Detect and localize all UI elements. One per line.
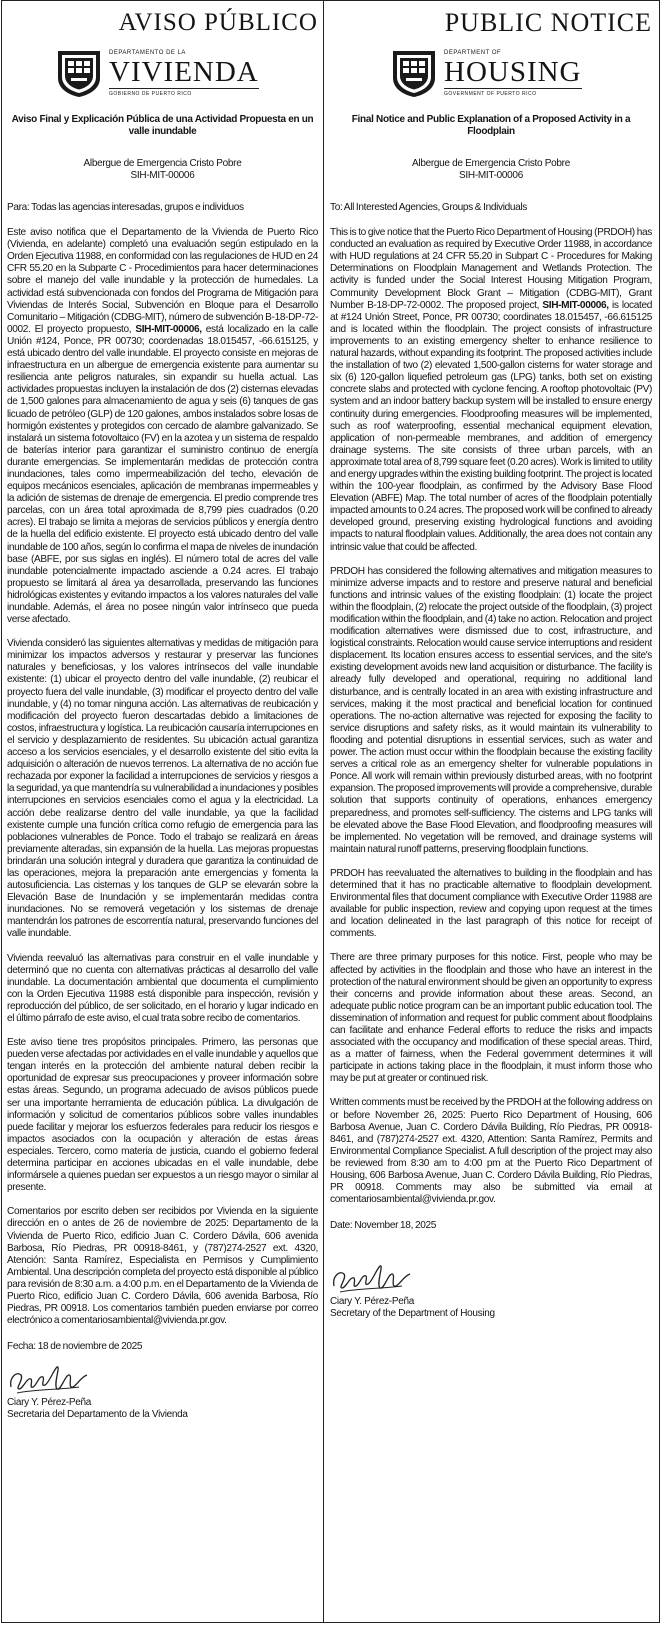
paragraph-evaluation: Este aviso notifica que el Departamento de la Vivienda de Puerto Rico (Vivienda, en adelante) completó una evaluación según estipulado en la Orden Ejecutiva 11988, en conformidad con las regulaciones de HUD en 24 CFR 55.20 en la Subparte C - Procedimientos para hacer determinaciones sobre el manejo del valle inundable y la protección de humedales. La actividad está subvencionada con fondos del Programa de Mitigación para Viviendas de Interés Social, Subvención en Bloque para el Desarrollo Comunitario – Mitigación (CDBG-MIT), número de subvención B-18-DP-72-0002. El proyecto propuesto, SIH-MIT-00006, está localizado en la calle Unión #124, Ponce, PR 00730; coordenadas 18.015457, -66.615125, y está ubicado dentro del valle inundable. El proyecto consiste en mejoras de infraestructura en un albergue de emergencia existente para aumentar su resiliencia ante peligros naturales, sin expandir su huella actual. Las actividades propuestas incluyen la instalación de dos (2) cisternas elevadas de 1,500 galones para almacenamiento de agua y seis (6) tanques de gas licuado de petróleo (GLP) de 120 galones, ambos instalados sobre losas de hormigón existentes y protegidos con cercado de alambre galvanizado. Se instalará un sistema fotovoltaico (FV) en la azotea y un sistema de respaldo de baterías interior para garantizar el suministro continuo de energía durante emergencias. Se implementarán medidas de protección contra inundaciones, tales como impermeabilización del techo, elevación de equipos mecánicos esenciales, aplicación de membranas impermeables y la adición de sistemas de drenaje de emergencia. El predio comprende tres parcelas, con un área total aproximada de 8,799 pies cuadrados (0.20 acres). El trabajo se limita a mejoras de servicios públicos y energía dentro de la huella del edificio existente. El proyecto está ubicado dentro del valle inundable de 100 años, según lo confirma el mapa de niveles de inundación base (ABFE, por sus siglas en inglés). El número total de acres del valle inundable potencialmente impactado asciende a 0.24 acres. El trabajo propuesto se limitará al área ya desarrollada, preservando las funciones hidrológicas existentes y evitando impactos a los valores naturales del valle inundable. Además, el área no posee ningún valor intrínseco que pueda verse afectado. — [7, 227, 318, 626]
signature-image — [330, 1262, 412, 1296]
agency-logo — [55, 44, 318, 102]
logo-rule — [444, 88, 582, 89]
project-block-english — [330, 158, 652, 182]
project-name: Albergue de Emergencia Cristo Pobre — [412, 158, 570, 169]
project-id: SIH-MIT-00006 — [130, 170, 195, 181]
paragraph-comments: Comentarios por escrito deben ser recibidos por Vivienda en la siguiente dirección en o antes de 26 de noviembre de 2025: Departamento de la Vivienda de Puerto Rico, edificio Juan C. Cordero Dávila, 606 avenida Barbosa, Río Piedras, PR 00918-8461, y (787)274-2527 ext. 4320, Atención: Santa Ramírez, Especialista en Permisos y Cumplimiento Ambiental. Una descripción completa del proyecto está disponible al público para revisión de 8:30 a.m. a 4:00 p.m. en el Departamento de la Vivienda de Puerto Rico, edificio Juan C. Cordero Dávila, 606 avenida Barbosa, Río Piedras, PR 00918. Los comentarios también pueden enviarse por correo electrónico a comentariosambiental@vivienda.pr.gov. — [7, 1206, 318, 1327]
agency-logo-english — [390, 44, 652, 102]
logo-main-text: VIVIENDA — [109, 55, 259, 88]
logo-bottom-text: GOBIERNO DE PUERTO RICO — [109, 90, 192, 97]
signature-image — [7, 1363, 89, 1397]
signer-name: Ciary Y. Pérez-Peña — [330, 1296, 414, 1308]
signer-title: Secretaria del Departamento de la Vivienda — [7, 1409, 188, 1421]
project-id: SIH-MIT-00006 — [459, 170, 523, 181]
paragraph-purposes-english: There are three primary purposes for this notice. First, people who may be affected by activities in the floodplain and those who have an interest in the protection of the natural environment should be given an opportunity to express their concerns and provide information about these areas. Second, an adequate public notice program can be an important public education tool. The dissemination of information and request for public comment about floodplains can facilitate and enhance Federal efforts to reduce the risks and impacts associated with the occupancy and modification of these special areas. Third, as a matter of fairness, when the Federal government determines it will participate in actions taking place in the floodplain, it must inform those who may be put at greater or continued risk. — [330, 952, 652, 1085]
english-column — [330, 0, 652, 1623]
column-divider — [323, 0, 324, 1623]
page-title: AVISO PÚBLICO — [118, 9, 318, 36]
addressee: Para: Todas las agencias interesadas, grupos e individuos — [7, 202, 244, 213]
paragraph-alternatives-english: PRDOH has considered the following alternatives and mitigation measures to minimize adverse impacts and to restore and preserve natural and beneficial functions and intrinsic values of the existing floodplain: (1) locate the project within the floodplain, (2) relocate the project outside of the floodplain, (3) project modification within the floodplain, and (4) take no action. Relocation and project modification alternatives were dismissed due to cost, infrastructure, and logistical constraints. Relocation would cause service interruptions and resident displacement. Its location ensures access to essential services, and the site's existing development avoids new land acquisition or disturbance. The facility is already fully developed and operational, requiring no additional land disturbance, and is centrally located in an area with existing infrastructure and services, making it the most practical and beneficial location for continued operations. The no-action alternative was rejected for exposing the facility to service disruptions and safety risks, as it would maintain its vulnerability to flooding and potential disruptions in essential services, such as water and power. The action must occur within the floodplain because the existing facility serves a critical role as an emergency shelter for vulnerable populations in Ponce. All work will remain within previously disturbed areas, with no footprint expansion. The proposed improvements will provide a comprehensive, durable solution that supports continuity of operations, enhances emergency preparedness, and promotes self-sufficiency. The cisterns and LPG tanks will be elevated above the Base Flood Elevation, and floodproofing measures will be implemented. No vegetation will be removed, and drainage systems will maintain natural runoff patterns, preserving floodplain functions. — [330, 565, 652, 855]
addressee-english: To: All Interested Agencies, Groups & Individuals — [330, 202, 527, 213]
logo-rule — [109, 88, 259, 89]
signer-title: Secretary of the Department of Housing — [330, 1308, 495, 1320]
paragraph-alternatives: Vivienda consideró las siguientes alternativas y medidas de mitigación para minimizar los impactos adversos y restaurar y preservar las funciones naturales y beneficiosas, y los valores intrínsecos del valle inundable existente: (1) ubicar el proyecto dentro del valle inundable, (2) reubicar el proyecto fuera del valle inundable, (3) modificar el proyecto dentro del valle inundable, y (4) no tomar ninguna acción. Las alternativas de reubicación y modificación del proyecto fueron descartadas debido a limitaciones de costos, infraestructura y logística. La reubicación causaría interrupciones en el servicio y desplazamiento de residentes. Su ubicación actual garantiza acceso a los servicios esenciales, y el desarrollo existente del sitio evita la adquisición o alteración de nuevos terrenos. La alternativa de no acción fue rechazada por exponer la facilidad a interrupciones de servicios y riesgos a la seguridad, ya que mantendría su vulnerabilidad a inundaciones y posibles interrupciones en servicios esenciales como el agua y la electricidad. La acción debe realizarse dentro del valle inundable, ya que la facilidad existente cumple una función crítica como refugio de emergencia para las poblaciones vulnerables de Ponce. Todo el trabajo se realizará en áreas previamente alteradas, sin expansión de la huella. Las mejoras propuestas brindarán una solución integral y duradera que garantiza la continuidad de las operaciones, mejora la preparación ante emergencias y fomenta la autosuficiencia. Las cisternas y los tanques de GLP se elevarán sobre la Elevación Base de Inundación y se implementarán medidas contra inundaciones. No se removerá vegetación y los sistemas de drenaje mantendrán los patrones de escorrentía natural, preservando funciones del valle inundable. — [7, 638, 318, 940]
paragraph-reevaluation-english: PRDOH has reevaluated the alternatives to building in the floodplain and has determined that it has no practicable alternative to floodplain development. Environmental files that document compliance with Executive Order 11988 are available for public inspection, review and copying upon request at the times and location delineated in the last paragraph of this notice for receipt of comments. — [330, 867, 652, 940]
project-block — [7, 158, 318, 182]
notice-date-english: Date: November 18, 2025 — [330, 1220, 437, 1232]
seal-icon — [390, 48, 438, 98]
notice-date: Fecha: 18 de noviembre de 2025 — [7, 1341, 143, 1353]
spanish-column — [7, 0, 318, 1623]
logo-top-text: DEPARTAMENTO DE LA — [109, 49, 186, 56]
signature-block — [7, 1363, 318, 1421]
paragraph-reevaluation: Vivienda reevaluó las alternativas para construir en el valle inundable y determinó que no cuenta con alternativas prácticas al desarrollo del valle inundable. La documentación ambiental que documenta el cumplimiento con la Orden Ejecutiva 11988 está disponible para inspección, revisión y reproducción del público, de ser solicitado, en el horario y lugar indicado en el último párrafo de este aviso, el cual trata sobre recibo de comentarios. — [7, 952, 318, 1024]
notice-headline-english: Final Notice and Public Explanation of a Proposed Activity in a Floodplain — [351, 114, 631, 137]
paragraph-purposes: Este aviso tiene tres propósitos principales. Primero, las personas que pueden verse afectadas por actividades en el valle inundable y aquellos que tengan interés en la protección del ambiente natural deben recibir la oportunidad de expresar sus preocupaciones y proveer información sobre estas áreas. Segundo, un programa adecuado de avisos públicos puede ser una importante herramienta de educación pública. La divulgación de información y solicitud de comentarios públicos sobre valles inundables puede facilitar y mejorar los esfuerzos federales para reducir los riesgos e impactos asociados con la ocupación y alteración de estas áreas especiales. Tercero, como materia de justicia, cuando el gobierno federal determina participar en acciones ubicadas en el valle inundable, debe informársele a quienes puedan ser expuestos a un riesgo mayor o similar al presente. — [7, 1037, 318, 1194]
logo-main-text: HOUSING — [444, 55, 582, 88]
logo-top-text: DEPARTMENT OF — [444, 49, 502, 56]
paragraph-evaluation-english: This is to give notice that the Puerto Rico Department of Housing (PRDOH) has conducted an evaluation as required by Executive Order 11988, in accordance with HUD regulations at 24 CFR 55.20 in Subpart C - Procedures for Making Determinations on Floodplain Management and Wetlands Protection. The activity is funded under the Social Interest Housing Mitigation Program, Community Development Block Grant – Mitigation (CDBG-MIT), Grant Number B-18-DP-72-0002. The proposed project, SIH-MIT-00006, is located at #124 Unión Street, Ponce, PR 00730; coordinates 18.015457, -66.615125 and is located within the floodplain. The project consists of infrastructure improvements to an existing emergency shelter to enhance resilience to natural hazards, without expanding its footprint. The proposed activities include the installation of two (2) elevated 1,500-gallon cisterns for water storage and six (6) 120-gallon liquefied petroleum gas (LPG) tanks, both set on existing concrete slabs and protected with cyclone fencing. A rooftop photovoltaic (PV) system and an indoor battery backup system will be installed to ensure energy continuity during emergencies. Floodproofing measures will be implemented, such as roof waterproofing, essential mechanical equipment elevation, application of non-permeable membranes, and addition of emergency drainage systems. The site consists of three urban parcels, with an approximate total area of 8,799 square feet (0.20 acres). Work is limited to utility and energy upgrades within the existing building footprint. The project is located within the 100-year floodplain, as confirmed by the Advisory Base Flood Elevation (ABFE) Map. The total number of acres of the floodplain potentially impacted amounts to 0.24 acres. The proposed work will be confined to already developed ground, preserving existing hydrological functions and avoiding impacts to natural floodplain values. Additionally, the area does not contain any intrinsic value that could be affected. — [330, 227, 652, 553]
paragraph-comments-english: Written comments must be received by the PRDOH at the following address on or before November 26, 2025: Puerto Rico Department of Housing, 606 Barbosa Avenue, Juan C. Cordero Dávila Building, Río Piedras, PR 00918-8461, and (787)274-2527 ext. 4320, Attention: Santa Ramírez, Permits and Environmental Compliance Specialist. A full description of the project may also be reviewed from 8:30 am to 4:00 pm at the Puerto Rico Department of Housing, 606 Barbosa Avenue, Juan C. Cordero Dávila Building, Río Piedras, PR 00918. Comments may also be submitted via email at comentariosambiental@vivienda.pr.gov. — [330, 1097, 652, 1206]
signature-block-english — [330, 1262, 652, 1320]
logo-bottom-text: GOVERNMENT OF PUERTO RICO — [444, 90, 537, 97]
project-name: Albergue de Emergencia Cristo Pobre — [83, 158, 242, 169]
seal-icon — [55, 48, 103, 98]
page-title-english: PUBLIC NOTICE — [444, 8, 652, 37]
signer-name: Ciary Y. Pérez-Peña — [7, 1397, 91, 1409]
notice-headline: Aviso Final y Explicación Pública de una Actividad Propuesta en un valle inundable — [11, 114, 314, 137]
